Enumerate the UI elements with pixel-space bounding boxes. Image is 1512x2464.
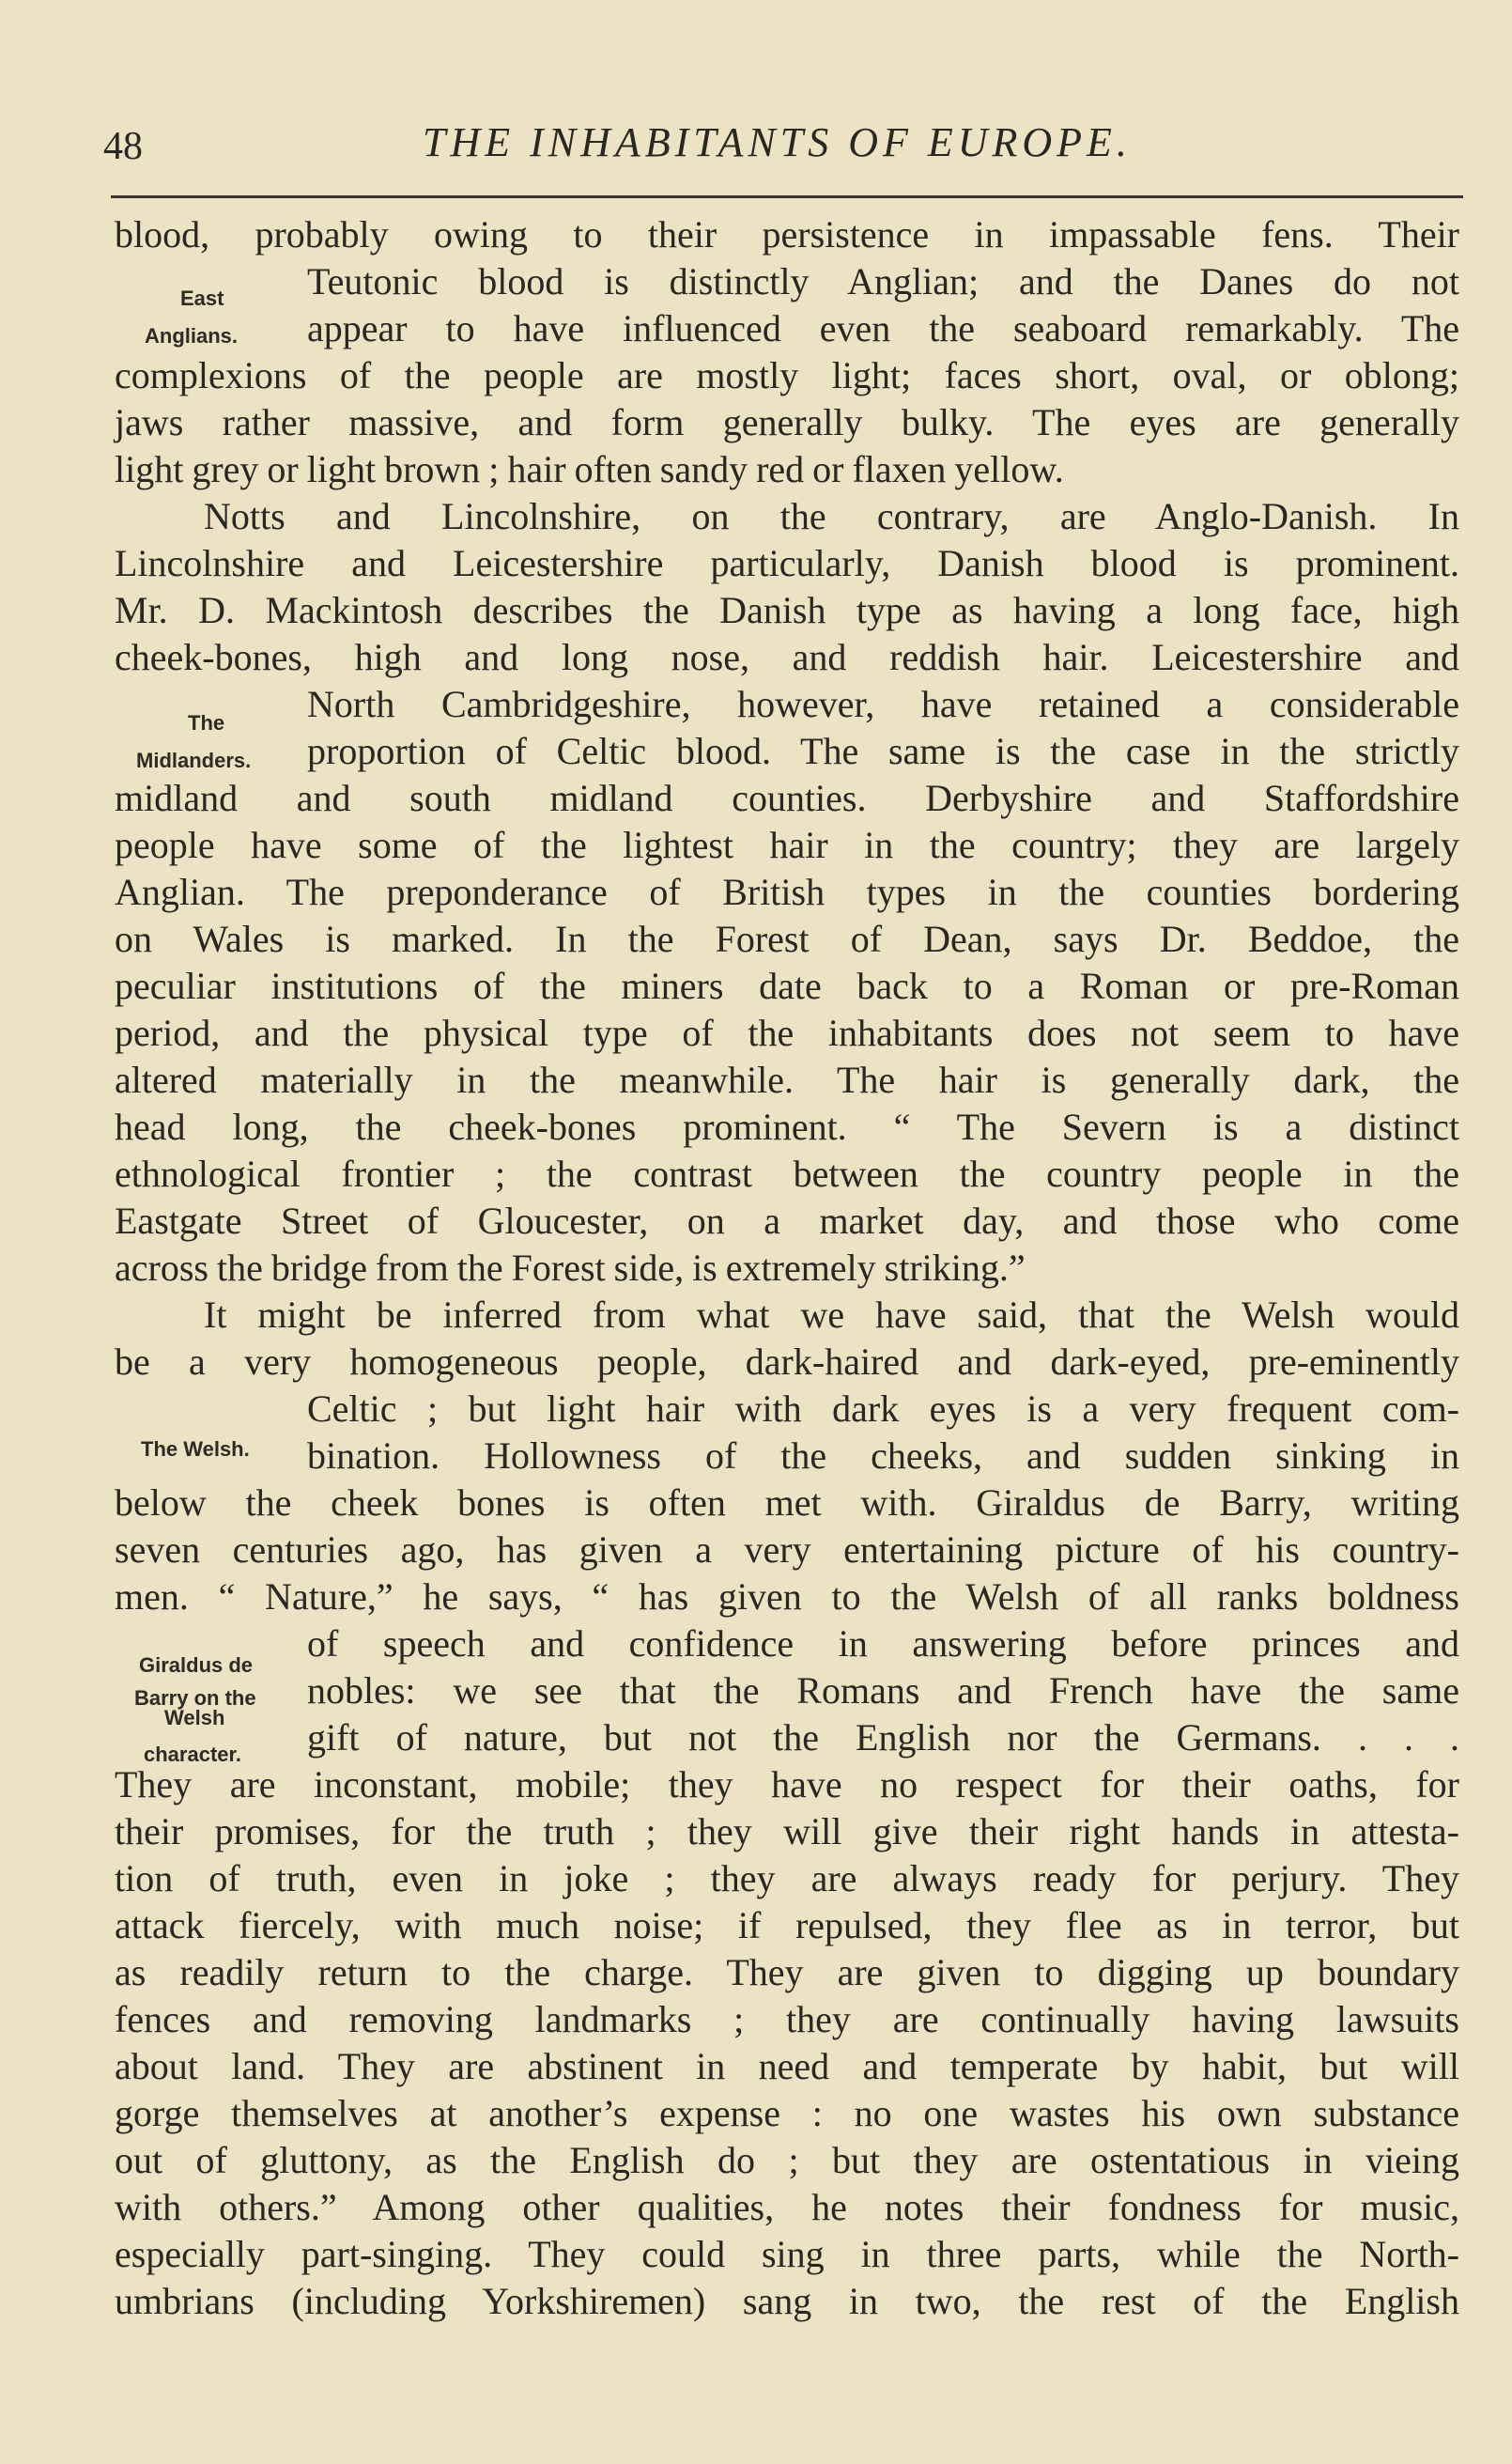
margin-note: Midlanders. <box>136 749 252 772</box>
text-line: tion of truth, even in joke ; they are always ready for perjury. They <box>115 1857 1459 1899</box>
text-line: They are inconstant, mobile; they have no respect for their oaths, for <box>115 1763 1459 1805</box>
text-line: about land. They are abstinent in need and temperate by habit, but will <box>115 2045 1459 2087</box>
margin-note: Anglians. <box>145 324 239 348</box>
text-line: their promises, for the truth ; they will give their right hands in attesta- <box>115 1810 1459 1852</box>
text-line: out of gluttony, as the English do ; but they are ostentatious in vieing <box>115 2139 1459 2181</box>
text-line: It might be inferred from what we have said, that the Welsh would <box>204 1294 1459 1336</box>
margin-note: The <box>188 711 225 735</box>
margin-note: Barry on the <box>134 1686 256 1710</box>
text-line: men. “ Nature,” he says, “ has given to the Welsh of all ranks boldness <box>115 1575 1459 1618</box>
text-line: Anglian. The preponderance of British types in the counties bordering <box>115 871 1459 913</box>
margin-note: Welsh <box>164 1706 225 1729</box>
text-line: across the bridge from the Forest side, is extremely striking.” <box>115 1247 1026 1289</box>
text-line: below the cheek bones is often met with. Giraldus de Barry, writing <box>115 1481 1459 1524</box>
text-line: seven centuries ago, has given a very entertaining picture of his country- <box>115 1528 1459 1571</box>
header-rule <box>111 195 1463 198</box>
text-line: gorge themselves at another’s expense : no one wastes his own substance <box>115 2092 1459 2134</box>
text-line: be a very homogeneous people, dark-haired and dark-eyed, pre-eminently <box>115 1340 1459 1383</box>
text-line: Mr. D. Mackintosh describes the Danish type as having a long face, high <box>115 589 1459 631</box>
text-line: people have some of the lightest hair in the country; they are largely <box>115 824 1459 866</box>
text-line: head long, the cheek-bones prominent. “ The Severn is a distinct <box>115 1106 1459 1148</box>
text-line: especially part-singing. They could sing in three parts, while the North- <box>115 2233 1459 2275</box>
text-line: ethnological frontier ; the contrast between the country people in the <box>115 1153 1459 1195</box>
margin-note: Giraldus de <box>139 1653 254 1677</box>
text-line: umbrians (including Yorkshiremen) sang in two, the rest of the English <box>115 2280 1459 2322</box>
text-line: North Cambridgeshire, however, have retained a considerable <box>307 683 1459 725</box>
text-line: proportion of Celtic blood. The same is the case in the strictly <box>307 730 1459 772</box>
text-line: Notts and Lincolnshire, on the contrary, are Anglo-Danish. In <box>204 495 1459 537</box>
margin-note: East <box>180 287 224 310</box>
text-line: fences and removing landmarks ; they are continually having lawsuits <box>115 1998 1459 2040</box>
text-line: light grey or light brown ; hair often sandy red or flaxen yellow. <box>115 448 1064 490</box>
text-line: nobles: we see that the Romans and French have the same <box>307 1669 1459 1712</box>
text-line: gift of nature, but not the English nor the Germans. . . . <box>307 1716 1459 1759</box>
page-number: 48 <box>103 125 143 168</box>
running-title: THE INHABITANTS OF EUROPE. <box>423 119 1132 165</box>
page-header <box>103 111 1465 177</box>
text-line: cheek-bones, high and long nose, and reddish hair. Leicestershire and <box>115 636 1459 678</box>
text-line: complexions of the people are mostly light; faces short, oval, or oblong; <box>115 354 1459 396</box>
text-line: on Wales is marked. In the Forest of Dean, says Dr. Beddoe, the <box>115 918 1459 960</box>
text-line: attack fiercely, with much noise; if repulsed, they flee as in terror, but <box>115 1904 1459 1946</box>
text-line: midland and south midland counties. Derbyshire and Staffordshire <box>115 777 1459 819</box>
margin-note: character. <box>144 1743 241 1766</box>
text-line: blood, probably owing to their persistence in impassable fens. Their <box>115 213 1459 256</box>
text-line: of speech and confidence in answering before princes and <box>307 1622 1459 1665</box>
text-line: peculiar institutions of the miners date back to a Roman or pre-Roman <box>115 965 1459 1007</box>
text-line: Eastgate Street of Gloucester, on a market day, and those who come <box>115 1200 1459 1242</box>
text-line: period, and the physical type of the inhabitants does not seem to have <box>115 1012 1459 1054</box>
text-line: Teutonic blood is distinctly Anglian; and the Danes do not <box>307 260 1459 302</box>
text-line: bination. Hollowness of the cheeks, and sudden sinking in <box>307 1434 1459 1477</box>
text-line: as readily return to the charge. They are given to digging up boundary <box>115 1951 1459 1993</box>
text-line: with others.” Among other qualities, he notes their fondness for music, <box>115 2186 1459 2228</box>
text-line: altered materially in the meanwhile. The hair is generally dark, the <box>115 1059 1459 1101</box>
text-line: Lincolnshire and Leicestershire particularly, Danish blood is prominent. <box>115 542 1459 584</box>
margin-note: The Welsh. <box>141 1437 250 1461</box>
text-line: appear to have influenced even the seaboard remarkably. The <box>307 307 1459 349</box>
text-line: jaws rather massive, and form generally bulky. The eyes are generally <box>115 401 1459 443</box>
text-line: Celtic ; but light hair with dark eyes is a very frequent com- <box>307 1387 1459 1430</box>
